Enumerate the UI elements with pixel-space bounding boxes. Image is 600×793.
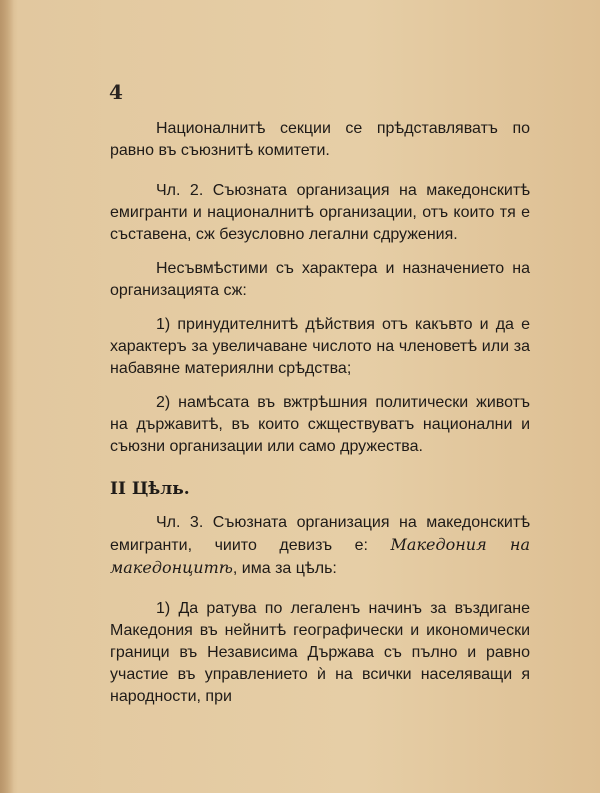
page-edge-shadow <box>0 0 14 793</box>
article-3-text: Чл. 3. Съюзната организация на македонскитѣ емигранти, чиито девизъ е: <box>110 514 530 554</box>
paragraph-incompatible: Несъвмѣстими съ характера и назначението на организацията сж: <box>110 260 530 299</box>
page-number: 4 <box>109 80 123 104</box>
paragraph-article-3 <box>110 512 530 580</box>
section-heading: II Цѣль. <box>110 479 190 499</box>
paragraph-item-2: 2) намѣсата въ вжтрѣшния политически животъ на държавитѣ, въ които сжществуватъ национални и съюзни организации или само дружества. <box>110 394 530 455</box>
article-3-text-end: , има за цѣль: <box>232 560 337 577</box>
paragraph-article-2: Чл. 2. Съюзната организация на македонскитѣ емигранти и националнитѣ организации, отъ които тя е съставена, сж безусловно легални сдружения. <box>110 182 530 243</box>
motto-text: Македония на македонцитѣ <box>110 535 530 577</box>
document-body <box>110 118 530 720</box>
paragraph-goal-1: 1) Да ратува по легаленъ начинъ за въздигане Македония въ нейнитѣ географически и икономически граници въ Независима Държава съ пълно и равно участие въ управлението ѝ на всички населяващи я народности, при <box>110 600 530 705</box>
paragraph-sections: Националнитѣ секции се прѣдставляватъ по равно въ съюзнитѣ комитети. <box>110 120 530 159</box>
paragraph-item-1: 1) принудителнитѣ дѣйствия отъ какъвто и да е характеръ за увеличаване числото на членоветѣ или за набавяне материялни срѣдства; <box>110 316 530 377</box>
